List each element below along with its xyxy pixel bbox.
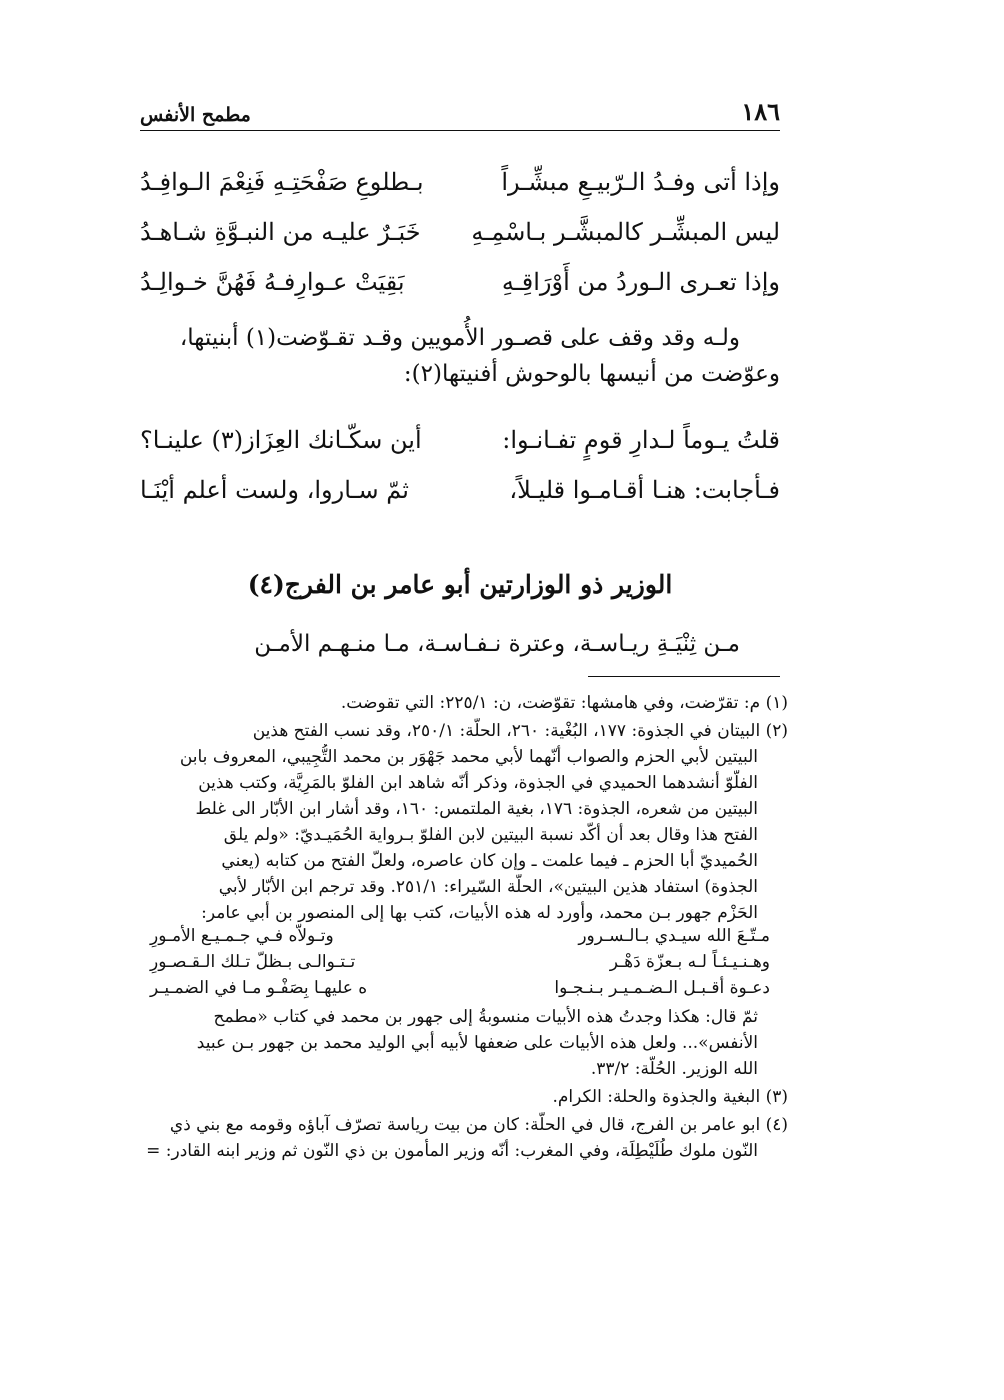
verse-first-hemistich: فـأجابت: هنـا أقـامـوا قليـلاً، xyxy=(509,476,780,504)
prose-paragraph xyxy=(140,320,780,392)
footnote-3: (٣) البغية والجذوة والحلة: الكرام. xyxy=(552,1087,788,1107)
section-title: الوزير ذو الوزارتين أبو عامر بن الفرج(٤) xyxy=(247,570,673,599)
verse-line xyxy=(140,420,780,460)
verse-first-hemistich: وإذا تعـرى الـوردُ من أَوْرَاقِـهِ xyxy=(501,268,780,296)
footnote-1: (١) م: تقرّضت، وفي هامشها: تقوّضت، ن: ٢٢٥/١: التي تقوضت. xyxy=(340,693,788,713)
footnote-2-line: ثمّ قال: هكذا وجدتُ هذه الأبيات منسوبةُ إلى جهور بن محمد في كتاب «مطمح xyxy=(213,1007,758,1027)
verse-line xyxy=(140,212,780,252)
footnote-verse xyxy=(150,978,770,1004)
running-title: مطمح الأنفس xyxy=(140,104,251,126)
verse-second-hemistich: ثمّ سـاروا، ولست أعلم أيْنَـا xyxy=(140,476,409,504)
footnote-4-line: النّون ملوك طُلَيْطِلَة، وفي المغرب: أنّه وزير المأمون بن ذي النّون ثم وزير ابنه القادر: = xyxy=(146,1141,758,1161)
verse-line xyxy=(140,162,780,202)
footnote-verse-second: تـتـوالـى بـظلّ تـلك الـقـصـورِ xyxy=(150,952,356,972)
footnote-2-line: (٢) البيتان في الجذوة: ١٧٧، البُغْية: ٢٦٠، الحلّة: ٢٥٠/١، وقد نسب الفتح هذين xyxy=(252,721,788,741)
verse-first-hemistich: وإذا أتى وفـدُ الـرّبيـعِ مبشِّـراً xyxy=(501,168,780,196)
verse-second-hemistich: بـطلوعِ صَفْحَتِـهِ فَنِعْمَ الـوافِـدُ xyxy=(140,168,424,196)
verse-first-hemistich: قلتُ يـوماً لـدارِ قومٍ تفـانـوا: xyxy=(502,426,780,454)
running-header xyxy=(140,92,780,131)
footnote-verse-first: مـتّـعَ الله سيـدي بـالـسـرور xyxy=(578,926,770,946)
verse-second-hemistich: خَبَـرٌ عليـه من النبـوَّةِ شـاهـدُ xyxy=(140,218,421,246)
verse-first-hemistich: ليس المبشِّـر كالمبشَّـر بـاسْمِـهِ xyxy=(471,218,780,246)
footnote-verse-first: دعـوة أقـبـل الـضـمـيـر بـنـجـوا xyxy=(554,978,770,998)
footnote-4-line: (٤) ابو عامر بن الفرج، قال في الحلّة: كان من بيت رياسة تصرّف آباؤه وقومه مع بني ذي xyxy=(169,1115,788,1135)
footnote-separator xyxy=(588,676,780,677)
footnote-verse-second: ه عليهـا بِصَفْـو مـا في الضمـيـر xyxy=(150,978,368,998)
verse-second-hemistich: بَقِيَتْ عـوارِفـهُ فَهُنَّ خـوالِـدُ xyxy=(140,268,405,296)
prose-line: مـن ثِنْيَـةِ ريـاسـة، وعترة نـفـاسـة، مـا منـهـم الأمـن xyxy=(254,631,740,657)
footnote-verse xyxy=(150,926,770,952)
footnote-2-line: البيتين لأبي الحزم والصواب أنّهما لأبي محمد جَهْوَر بن محمد التُّجِيبي، المعروف بابن xyxy=(179,747,758,767)
footnote-verse-second: وتـولاّه فـي جـمـيـع الأمـورِ xyxy=(150,926,334,946)
page-number: ١٨٦ xyxy=(741,97,780,126)
footnote-2-line: الفلّوّ أنشدهما الحميدي في الجذوة، وذكر أنّه شاهد ابن الفلوّ بالمَرِيَّة، وكتب هذين xyxy=(198,773,758,793)
footnote-verse xyxy=(150,952,770,978)
footnote-verse-first: وهـنـيـئـاً لـه بـعزّة دَهْـر xyxy=(609,952,770,972)
footnote-2-line: البيتين من شعره، الجذوة: ١٧٦، بغية الملتمس: ١٦٠، وقد أشار ابن الأبّار الى غلط xyxy=(195,799,758,819)
footnote-2-line: الأنفس»... ولعل هذه الأبيات على ضعفها لأبيه أبي الوليد محمد بن جهور بـن عبيد xyxy=(196,1033,758,1053)
footnote-2-line: الحَزْم جهور بـن محمد، وأورد له هذه الأبيات، كتب بها إلى المنصور بن أبي عامر: xyxy=(201,903,758,923)
footnote-2-line: الحُميديّ أبا الحزم ـ فيما علمت ـ وإن كان عاصره، ولعلّ الفتح من كتابه (يعني xyxy=(221,851,758,871)
verse-second-hemistich: أين سكّـانك العِزَاز(٣) علينـا؟ xyxy=(140,426,422,454)
prose-paragraph xyxy=(140,626,780,662)
verse-line xyxy=(140,470,780,510)
verse-line xyxy=(140,262,780,302)
prose-line: ولـه وقد وقف على قصـور الأُمويين وقـد تقـوّضت(١) أبنيتها، xyxy=(179,325,740,351)
footnote-2-line: الله الوزير. الحُلّة: ٣٣/٢. xyxy=(590,1059,758,1079)
footnote-2-line: الفتح هذا وقال بعد أن أكّد نسبة البيتين لابن الفلوّ بـرواية الحُمَيـديّ: «ولم يلق xyxy=(223,825,758,845)
prose-line: وعوّضت من أنيسها بالوحوش أفنيتها(٢): xyxy=(403,361,780,387)
footnote-2-line: الجذوة) استفاد هذين البيتين»، الحلّة السّيراء: ٢٥١/١. وقد ترجم ابن الأبّار لأبي xyxy=(218,877,758,897)
